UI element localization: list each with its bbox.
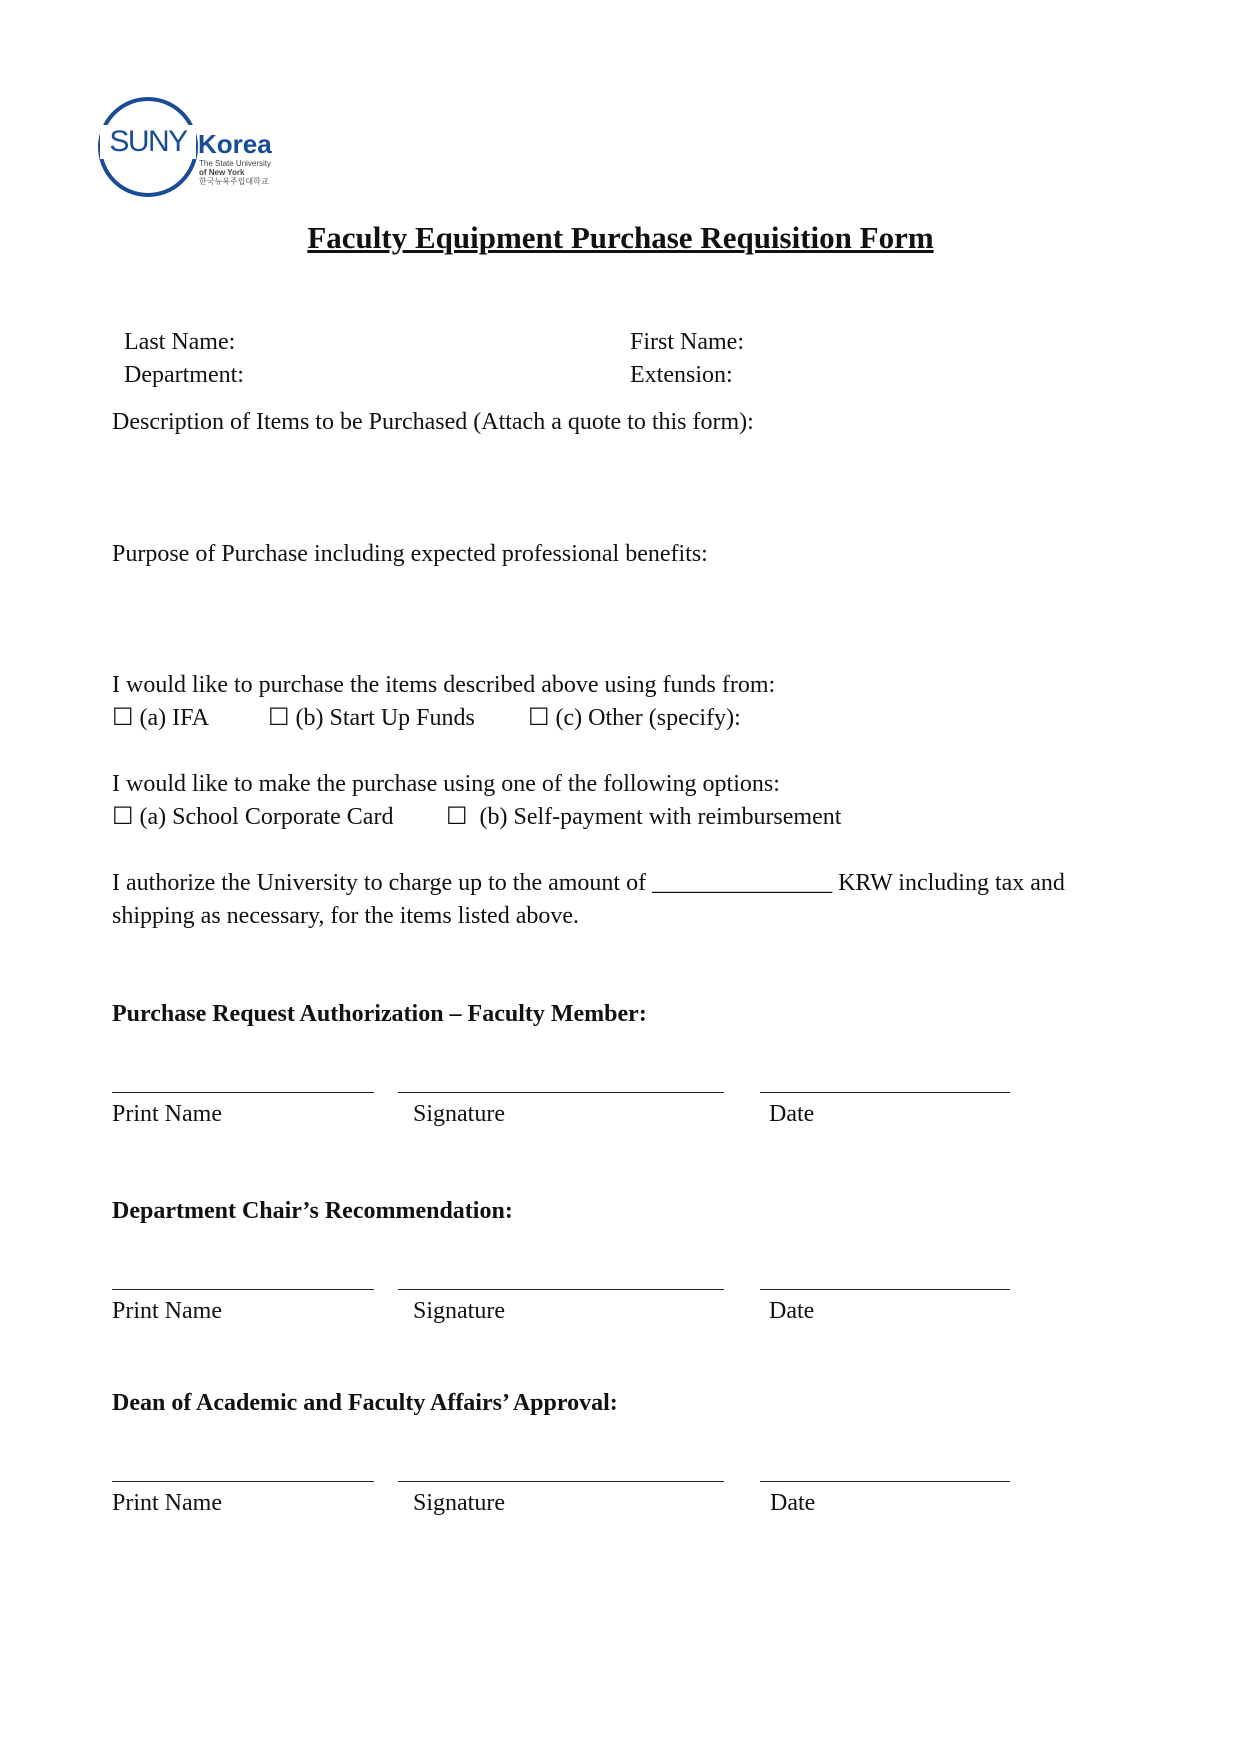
funds-option-other[interactable] [528, 704, 741, 732]
checkbox-icon[interactable]: ☐ [528, 705, 550, 731]
checkbox-icon[interactable]: ☐ [268, 705, 290, 731]
logo-subtitle-1: The State University [199, 159, 272, 168]
authorization-line-2: shipping as necessary, for the items listed above. [112, 903, 579, 929]
first-name-label: First Name: [630, 329, 744, 355]
dean-print-name-line[interactable] [112, 1481, 374, 1482]
authorization-line-1: I authorize the University to charge up to the amount of _______________ KRW including tax and [112, 870, 1065, 896]
payment-prompt: I would like to make the purchase using one of the following options: [112, 771, 780, 797]
payment-option-label: (b) Self-payment with reimbursement [479, 804, 842, 830]
faculty-date-label: Date [769, 1101, 815, 1127]
faculty-date-line[interactable] [760, 1092, 1010, 1093]
chair-date-line[interactable] [760, 1289, 1010, 1290]
dean-signature-line[interactable] [398, 1481, 724, 1482]
faculty-signature-line[interactable] [398, 1092, 724, 1093]
faculty-signature-label: Signature [413, 1101, 505, 1127]
extension-label: Extension: [630, 362, 733, 388]
payment-option-reimbursement[interactable] [446, 803, 841, 831]
funds-option-label: (c) Other (specify): [555, 705, 741, 731]
logo-suny-text: SUNY [100, 125, 196, 159]
form-title: Faculty Equipment Purchase Requisition Form [307, 220, 934, 255]
faculty-authorization-heading: Purchase Request Authorization – Faculty Member: [112, 1001, 647, 1027]
checkbox-icon[interactable]: ☐ [112, 804, 134, 830]
chair-recommendation-heading: Department Chair’s Recommendation: [112, 1198, 513, 1224]
dean-date-label: Date [770, 1490, 816, 1516]
faculty-print-name-label: Print Name [112, 1101, 222, 1127]
dean-date-line[interactable] [760, 1481, 1010, 1482]
logo-subtitle-2: of New York [199, 168, 245, 177]
logo-subtitle-3: 한국뉴욕주립대학교 [199, 177, 269, 186]
last-name-label: Last Name: [124, 329, 236, 355]
dean-approval-heading: Dean of Academic and Faculty Affairs’ Approval: [112, 1390, 618, 1416]
logo-korea-text: Korea [198, 129, 272, 159]
chair-print-name-line[interactable] [112, 1289, 374, 1290]
chair-signature-label: Signature [413, 1298, 505, 1324]
funds-option-startup[interactable] [268, 704, 475, 732]
funds-option-label: (a) IFA [139, 705, 210, 731]
dean-print-name-label: Print Name [112, 1490, 222, 1516]
checkbox-icon[interactable]: ☐ [446, 804, 468, 830]
funds-option-ifa[interactable] [112, 704, 209, 732]
dean-signature-label: Signature [413, 1490, 505, 1516]
payment-option-label: (a) School Corporate Card [139, 804, 394, 830]
faculty-print-name-line[interactable] [112, 1092, 374, 1093]
checkbox-icon[interactable]: ☐ [112, 705, 134, 731]
payment-option-card[interactable] [112, 803, 393, 831]
chair-print-name-label: Print Name [112, 1298, 222, 1324]
funds-option-label: (b) Start Up Funds [295, 705, 475, 731]
purpose-label: Purpose of Purchase including expected professional benefits: [112, 541, 708, 567]
chair-signature-line[interactable] [398, 1289, 724, 1290]
description-label: Description of Items to be Purchased (Attach a quote to this form): [112, 409, 754, 435]
funds-prompt: I would like to purchase the items described above using funds from: [112, 672, 776, 698]
department-label: Department: [124, 362, 244, 388]
chair-date-label: Date [769, 1298, 815, 1324]
